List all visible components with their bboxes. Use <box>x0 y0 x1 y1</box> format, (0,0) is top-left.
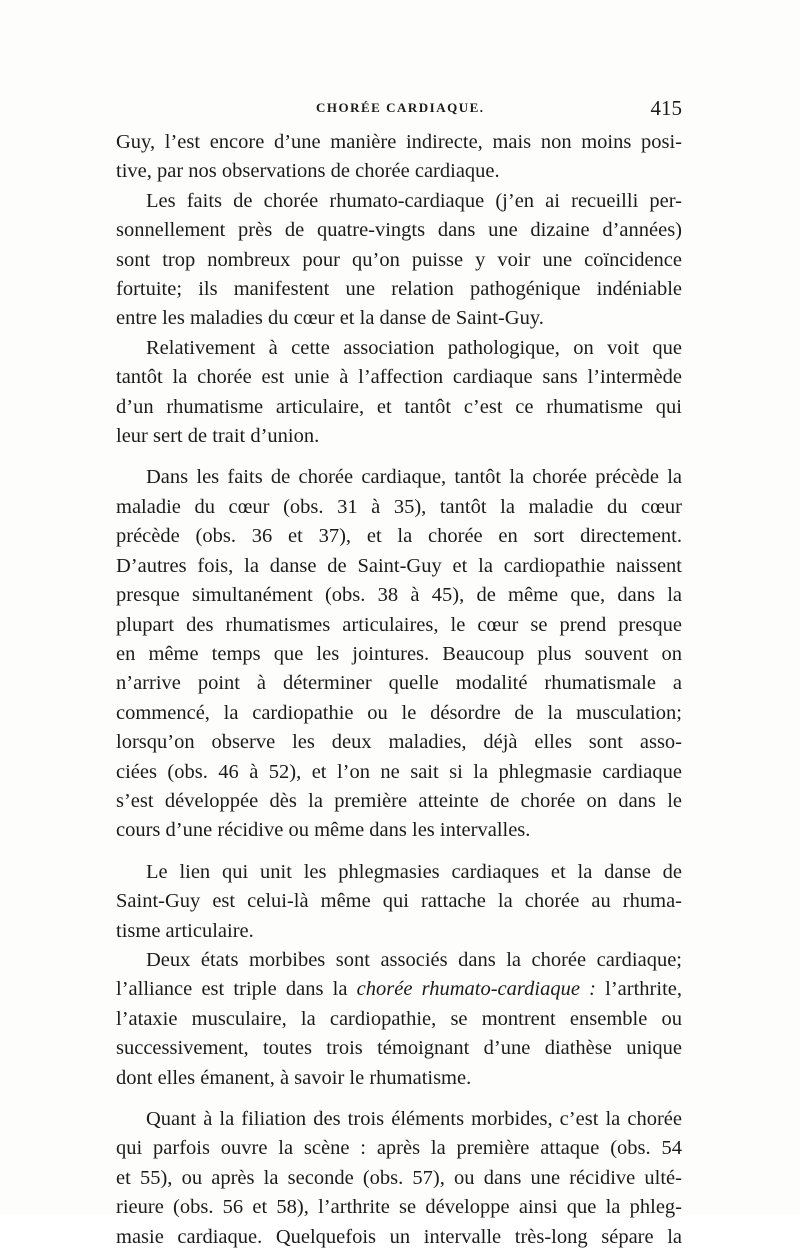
text-line <box>116 946 682 975</box>
text-line: maladie du cœur (obs. 31 à 35), tantôt la maladie du cœur <box>116 495 682 518</box>
text-line: Dans les faits de chorée cardiaque, tantôt la chorée précède la <box>146 466 682 489</box>
running-title: CHORÉE CARDIAQUE. <box>316 100 485 115</box>
text-line: rieure (obs. 56 et 58), l’arthrite se développe ainsi que la phleg- <box>116 1196 682 1219</box>
text-line <box>116 975 682 1004</box>
text-line: cours d’une récidive ou même dans les intervalles. <box>116 819 531 842</box>
paragraph <box>116 128 682 187</box>
text-run: dont elles émanent, à savoir le rhumatisme. <box>116 1066 472 1089</box>
text-line: d’un rhumatisme articulaire, et tantôt c’est ce rhumatisme qui <box>116 395 682 418</box>
text-line <box>116 1005 682 1034</box>
paragraph <box>116 334 682 452</box>
paragraph <box>116 946 682 1093</box>
text-line: Le lien qui unit les phlegmasies cardiaques et la danse de <box>146 860 682 883</box>
text-line: sonnellement près de quatre-vingts dans une dizaine d’années) <box>116 219 682 242</box>
text-line: Saint-Guy est celui-là même qui rattache la chorée au rhuma- <box>116 890 682 913</box>
text-line: précède (obs. 36 et 37), et la chorée en sort directement. <box>116 525 682 548</box>
text-line: en même temps que les jointures. Beaucoup plus souvent on <box>116 642 682 665</box>
text-line: masie cardiaque. Quelquefois un intervalle très-long sépare la <box>116 1225 682 1248</box>
text-line: Les faits de chorée rhumato-cardiaque (j’en ai recueilli per- <box>146 189 682 212</box>
paragraph-gap <box>116 451 682 463</box>
text-line: Relativement à cette association pathologique, on voit que <box>146 336 682 359</box>
text-line: tive, par nos observations de chorée cardiaque. <box>116 160 500 183</box>
text-line: leur sert de trait d’union. <box>116 425 320 448</box>
paragraph <box>116 463 682 845</box>
text-line: fortuite; ils manifestent une relation pathogénique indéniable <box>116 278 682 301</box>
text-line: s’est développée dès la première atteinte de chorée on dans le <box>116 789 682 812</box>
text-run: l’ataxie musculaire, la cardiopathie, se montrent ensemble ou <box>116 1007 682 1030</box>
body-text <box>116 128 682 1252</box>
paragraph <box>116 858 682 946</box>
text-line: n’arrive point à déterminer quelle modalité rhumatismale a <box>116 672 682 695</box>
text-line <box>116 1034 682 1063</box>
running-head <box>116 96 682 120</box>
text-line: commencé, la cardiopathie ou le désordre de la musculation; <box>116 701 682 724</box>
text-run: successivement, toutes trois témoignant d’une diathèse unique <box>116 1037 682 1060</box>
paragraph-gap <box>116 846 682 858</box>
text-line: plupart des rhumatismes articulaires, le cœur se prend presque <box>116 613 682 636</box>
text-run: l’alliance est triple dans la <box>116 978 357 1001</box>
italic-term: chorée rhumato-cardiaque : <box>356 978 596 1001</box>
text-line: presque simultanément (obs. 38 à 45), de même que, dans la <box>116 584 682 607</box>
text-line <box>116 1064 682 1093</box>
text-line: Quant à la filiation des trois éléments morbides, c’est la chorée <box>146 1108 682 1130</box>
text-line: et 55), ou après la seconde (obs. 57), ou dans une récidive ulté- <box>116 1166 682 1189</box>
paragraph <box>116 1105 682 1252</box>
text-line: sont trop nombreux pour qu’on puisse y voir une coïncidence <box>116 248 682 271</box>
text-line: ciées (obs. 46 à 52), et l’on ne sait si la phlegmasie cardiaque <box>116 760 682 783</box>
text-line: Guy, l’est encore d’une manière indirecte, mais non moins posi- <box>116 131 682 153</box>
text-line: tantôt la chorée est unie à l’affection cardiaque sans l’intermède <box>116 366 682 389</box>
text-line: entre les maladies du cœur et la danse de Saint-Guy. <box>116 307 544 330</box>
text-line: lorsqu’on observe les deux maladies, déjà elles sont asso- <box>116 731 682 754</box>
page-number: 415 <box>650 96 682 120</box>
paragraph <box>116 187 682 334</box>
text-line: D’autres fois, la danse de Saint-Guy et la cardiopathie naissent <box>116 554 682 577</box>
paragraph-gap <box>116 1093 682 1105</box>
text-run: Deux états morbibes sont associés dans la chorée cardiaque; <box>146 948 682 971</box>
text-line: qui parfois ouvre la scène : après la première attaque (obs. 54 <box>116 1137 682 1160</box>
text-line: tisme articulaire. <box>116 919 254 942</box>
text-run: l’arthrite, <box>595 978 682 1001</box>
